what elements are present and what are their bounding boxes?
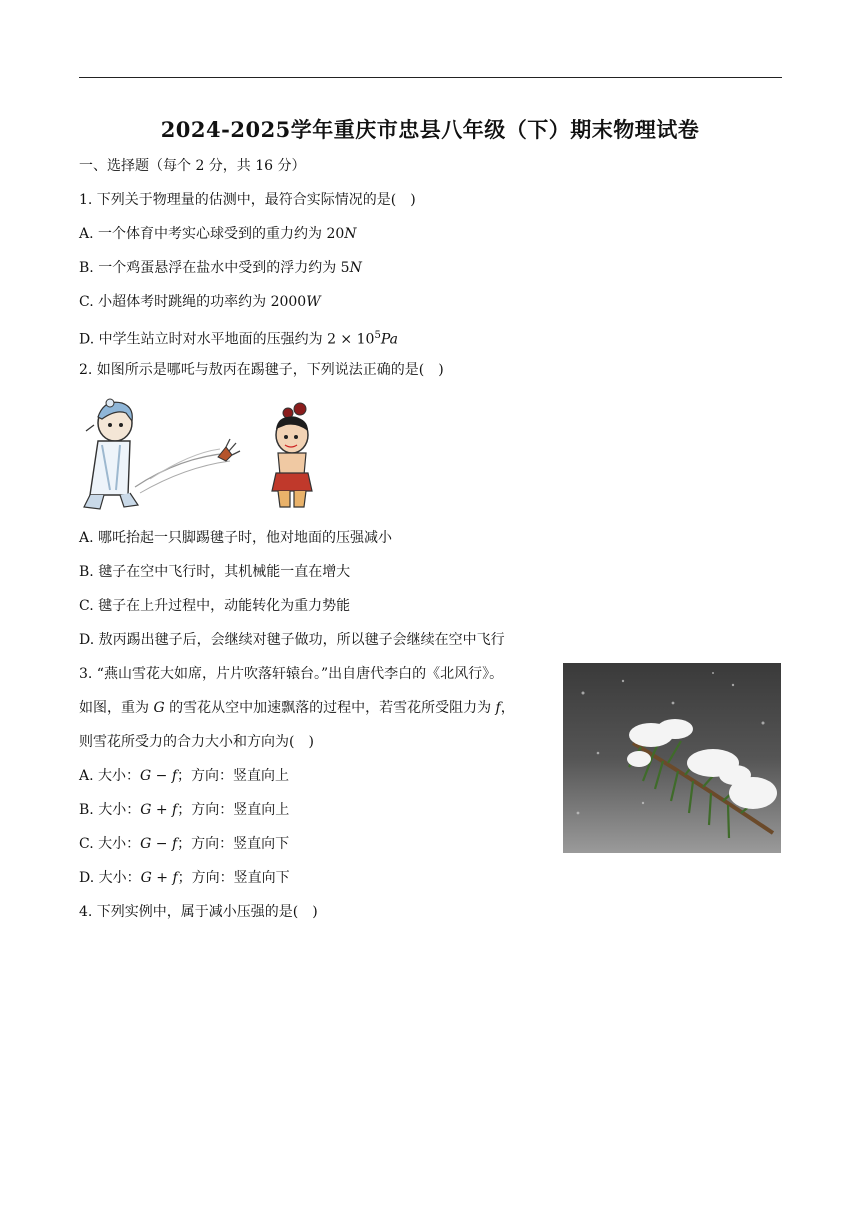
page-title: 2024-2025学年重庆市忠县八年级（下）期末物理试卷 [160,117,700,142]
aobing-figure [84,399,138,509]
q1-option-c: C. 小超体考时跳绳的功率约为 2000W [79,294,321,310]
q3-stem-line3: 则雪花所受力的合力大小和方向为( ) [79,734,314,750]
q3-stem-line1: 3. “燕山雪花大如席，片片吹落轩辕台。”出自唐代李白的《北风行》。 [79,666,504,682]
q3-option-d: D. 大小：G + f；方向：竖直向下 [79,870,290,886]
q2-option-b: B. 毽子在空中飞行时，其机械能一直在增大 [79,564,351,580]
q1-option-d: D. 中学生站立时对水平地面的压强约为 $2 \times 10^5Pa$ [79,330,398,348]
q1-stem: 1. 下列关于物理量的估测中，最符合实际情况的是( ) [79,192,416,208]
shuttlecock [218,439,240,461]
header-rule [79,77,782,78]
q1-option-a: A. 一个体育中考实心球受到的重力约为 20N [79,226,357,242]
nezha-figure [272,403,312,507]
shuttlecock-kids-illustration [80,395,330,515]
q2-stem: 2. 如图所示是哪吒与敖丙在踢毽子，下列说法正确的是( ) [79,362,444,378]
snow-pine-branch-photo [563,663,781,853]
q3-option-a: A. 大小：G − f；方向：竖直向上 [79,768,290,784]
q2-option-c: C. 毽子在上升过程中，动能转化为重力势能 [79,598,351,614]
q2-option-a: A. 哪吒抬起一只脚踢毽子时，他对地面的压强减小 [79,530,393,546]
section-heading: 一、选择题（每个 2 分，共 16 分） [79,158,306,174]
q3-option-c: C. 大小：G − f；方向：竖直向下 [79,836,290,852]
q1-option-b: B. 一个鸡蛋悬浮在盐水中受到的浮力约为 5N [79,260,362,276]
q4-stem: 4. 下列实例中，属于减小压强的是( ) [79,904,318,920]
q3-option-b: B. 大小：G + f；方向：竖直向上 [79,802,290,818]
q2-option-d: D. 敖丙踢出毽子后，会继续对毽子做功，所以毽子会继续在空中飞行 [79,632,505,648]
q3-stem-line2: 如图，重为 G 的雪花从空中加速飘落的过程中，若雪花所受阻力为 f， [79,700,515,716]
